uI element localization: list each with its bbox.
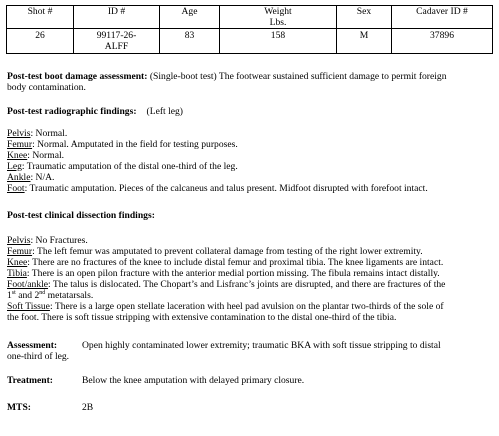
clinical-text-femur: : The left femur was amputated to prevent collateral damage from testing of the right lower extremity. xyxy=(32,246,423,257)
cell-id-line1: 99117-26- xyxy=(96,30,137,41)
boot-damage-section xyxy=(7,71,493,93)
assessment-text-1: Open highly contaminated lower extremity; traumatic BKA with soft tissue stripping to distal xyxy=(82,340,441,351)
clinical-item-foot-ankle-cont xyxy=(7,290,493,301)
mts-section xyxy=(7,402,493,413)
mts-value: 2B xyxy=(82,402,94,413)
radiographic-item-knee xyxy=(7,150,493,161)
clinical-text-foot-ankle: : The talus is dislocated. The Chopart’s and Lisfranc’s joints are disrupted, and there are fractures of the xyxy=(48,279,446,290)
clinical-heading-line xyxy=(7,210,493,221)
radiographic-label-knee: Knee xyxy=(7,150,28,161)
boot-damage-text-2: body contamination. xyxy=(7,82,86,93)
radiographic-text-knee: : Normal. xyxy=(27,150,65,161)
table-header-row xyxy=(7,6,493,29)
header-cadaver-id: Cadaver ID # xyxy=(392,6,493,29)
radiographic-heading-line xyxy=(7,106,493,117)
radiographic-text-leg: : Traumatic amputation of the distal one-third of the leg. xyxy=(21,161,238,172)
clinical-label-foot-ankle: Foot/ankle xyxy=(7,279,49,290)
clinical-heading: Post-test clinical dissection findings: xyxy=(7,210,155,221)
clinical-foot-sup-1: st xyxy=(11,289,16,296)
clinical-label-tibia: Tibia xyxy=(7,268,27,279)
radiographic-item-ankle xyxy=(7,172,493,183)
clinical-label-pelvis: Pelvis xyxy=(7,235,31,246)
clinical-foot-sup-2: nd xyxy=(39,289,46,296)
clinical-item-tibia xyxy=(7,268,493,279)
radiographic-heading: Post-test radiographic findings: xyxy=(7,106,137,117)
radiographic-item-leg xyxy=(7,161,493,172)
header-shot: Shot # xyxy=(7,6,74,29)
treatment-section xyxy=(7,375,493,386)
clinical-label-femur: Femur xyxy=(7,246,33,257)
clinical-item-knee xyxy=(7,257,493,268)
mts-label: MTS: xyxy=(7,402,31,413)
radiographic-label-femur: Femur xyxy=(7,139,33,150)
radiographic-label-ankle: Ankle xyxy=(7,172,31,183)
clinical-foot-end: metatarsals. xyxy=(45,290,94,301)
clinical-foot-and: and 2 xyxy=(15,290,40,301)
assessment-text-2: one-third of leg. xyxy=(7,351,70,362)
clinical-item-foot-ankle xyxy=(7,279,493,290)
header-weight xyxy=(220,6,337,29)
clinical-item-soft-tissue xyxy=(7,301,493,312)
radiographic-label-foot: Foot xyxy=(7,183,25,194)
clinical-text-pelvis: : No Fractures. xyxy=(30,235,88,246)
clinical-text-soft-tissue-2: the foot. There is soft tissue stripping with extensive contamination to the distal one-third of the tibia. xyxy=(7,312,397,323)
clinical-item-pelvis xyxy=(7,235,493,246)
cell-id-line2: ALFF xyxy=(104,41,129,52)
assessment-label: Assessment: xyxy=(7,340,58,351)
radiographic-text-pelvis: : Normal. xyxy=(30,128,68,139)
header-weight-unit: Lbs. xyxy=(269,17,287,28)
cell-shot: 26 xyxy=(7,29,74,54)
radiographic-item-pelvis xyxy=(7,128,493,139)
radiographic-text-ankle: : N/A. xyxy=(30,172,55,183)
cell-id xyxy=(74,29,160,54)
radiographic-label-pelvis: Pelvis xyxy=(7,128,31,139)
cell-sex: M xyxy=(337,29,392,54)
clinical-foot-num-1: 1 xyxy=(7,290,12,301)
cell-cadaver-id: 37896 xyxy=(392,29,493,54)
clinical-list xyxy=(7,235,493,323)
radiographic-label-leg: Leg xyxy=(7,161,22,172)
radiographic-side: (Left leg) xyxy=(146,106,184,117)
treatment-text: Below the knee amputation with delayed primary closure. xyxy=(82,375,305,386)
clinical-text-tibia: : There is an open pilon fracture with the anterior medial portion missing. The fibula remains intact distally. xyxy=(26,268,440,279)
header-age: Age xyxy=(160,6,220,29)
cell-weight: 158 xyxy=(220,29,337,54)
boot-damage-text-1: (Single-boot test) The footwear sustained sufficient damage to permit foreign xyxy=(147,71,447,82)
radiographic-item-foot xyxy=(7,183,493,194)
clinical-text-soft-tissue-1: : There is a large open stellate laceration with heel pad avulsion on the plantar two-thirds of the sole of xyxy=(49,301,444,312)
assessment-section xyxy=(7,340,493,362)
table-row xyxy=(7,29,493,54)
header-sex: Sex xyxy=(337,6,392,29)
specimen-table xyxy=(6,5,493,54)
clinical-label-knee: Knee xyxy=(7,257,28,268)
header-id: ID # xyxy=(74,6,160,29)
clinical-item-femur xyxy=(7,246,493,257)
clinical-label-soft-tissue: Soft Tissue xyxy=(7,301,50,312)
radiographic-text-foot: : Traumatic amputation. Pieces of the calcaneus and talus present. Midfoot disrupted with forefoot intact. xyxy=(24,183,428,194)
clinical-text-knee: : There are no fractures of the knee to include distal femur and proximal tibia. The knee ligaments are intact. xyxy=(27,257,444,268)
boot-damage-heading: Post-test boot damage assessment: xyxy=(7,71,148,82)
radiographic-list xyxy=(7,128,493,194)
treatment-label: Treatment: xyxy=(7,375,53,386)
radiographic-item-femur xyxy=(7,139,493,150)
header-weight-label: Weight xyxy=(264,6,292,17)
cell-age: 83 xyxy=(160,29,220,54)
radiographic-text-femur: : Normal. Amputated in the field for testing purposes. xyxy=(32,139,238,150)
